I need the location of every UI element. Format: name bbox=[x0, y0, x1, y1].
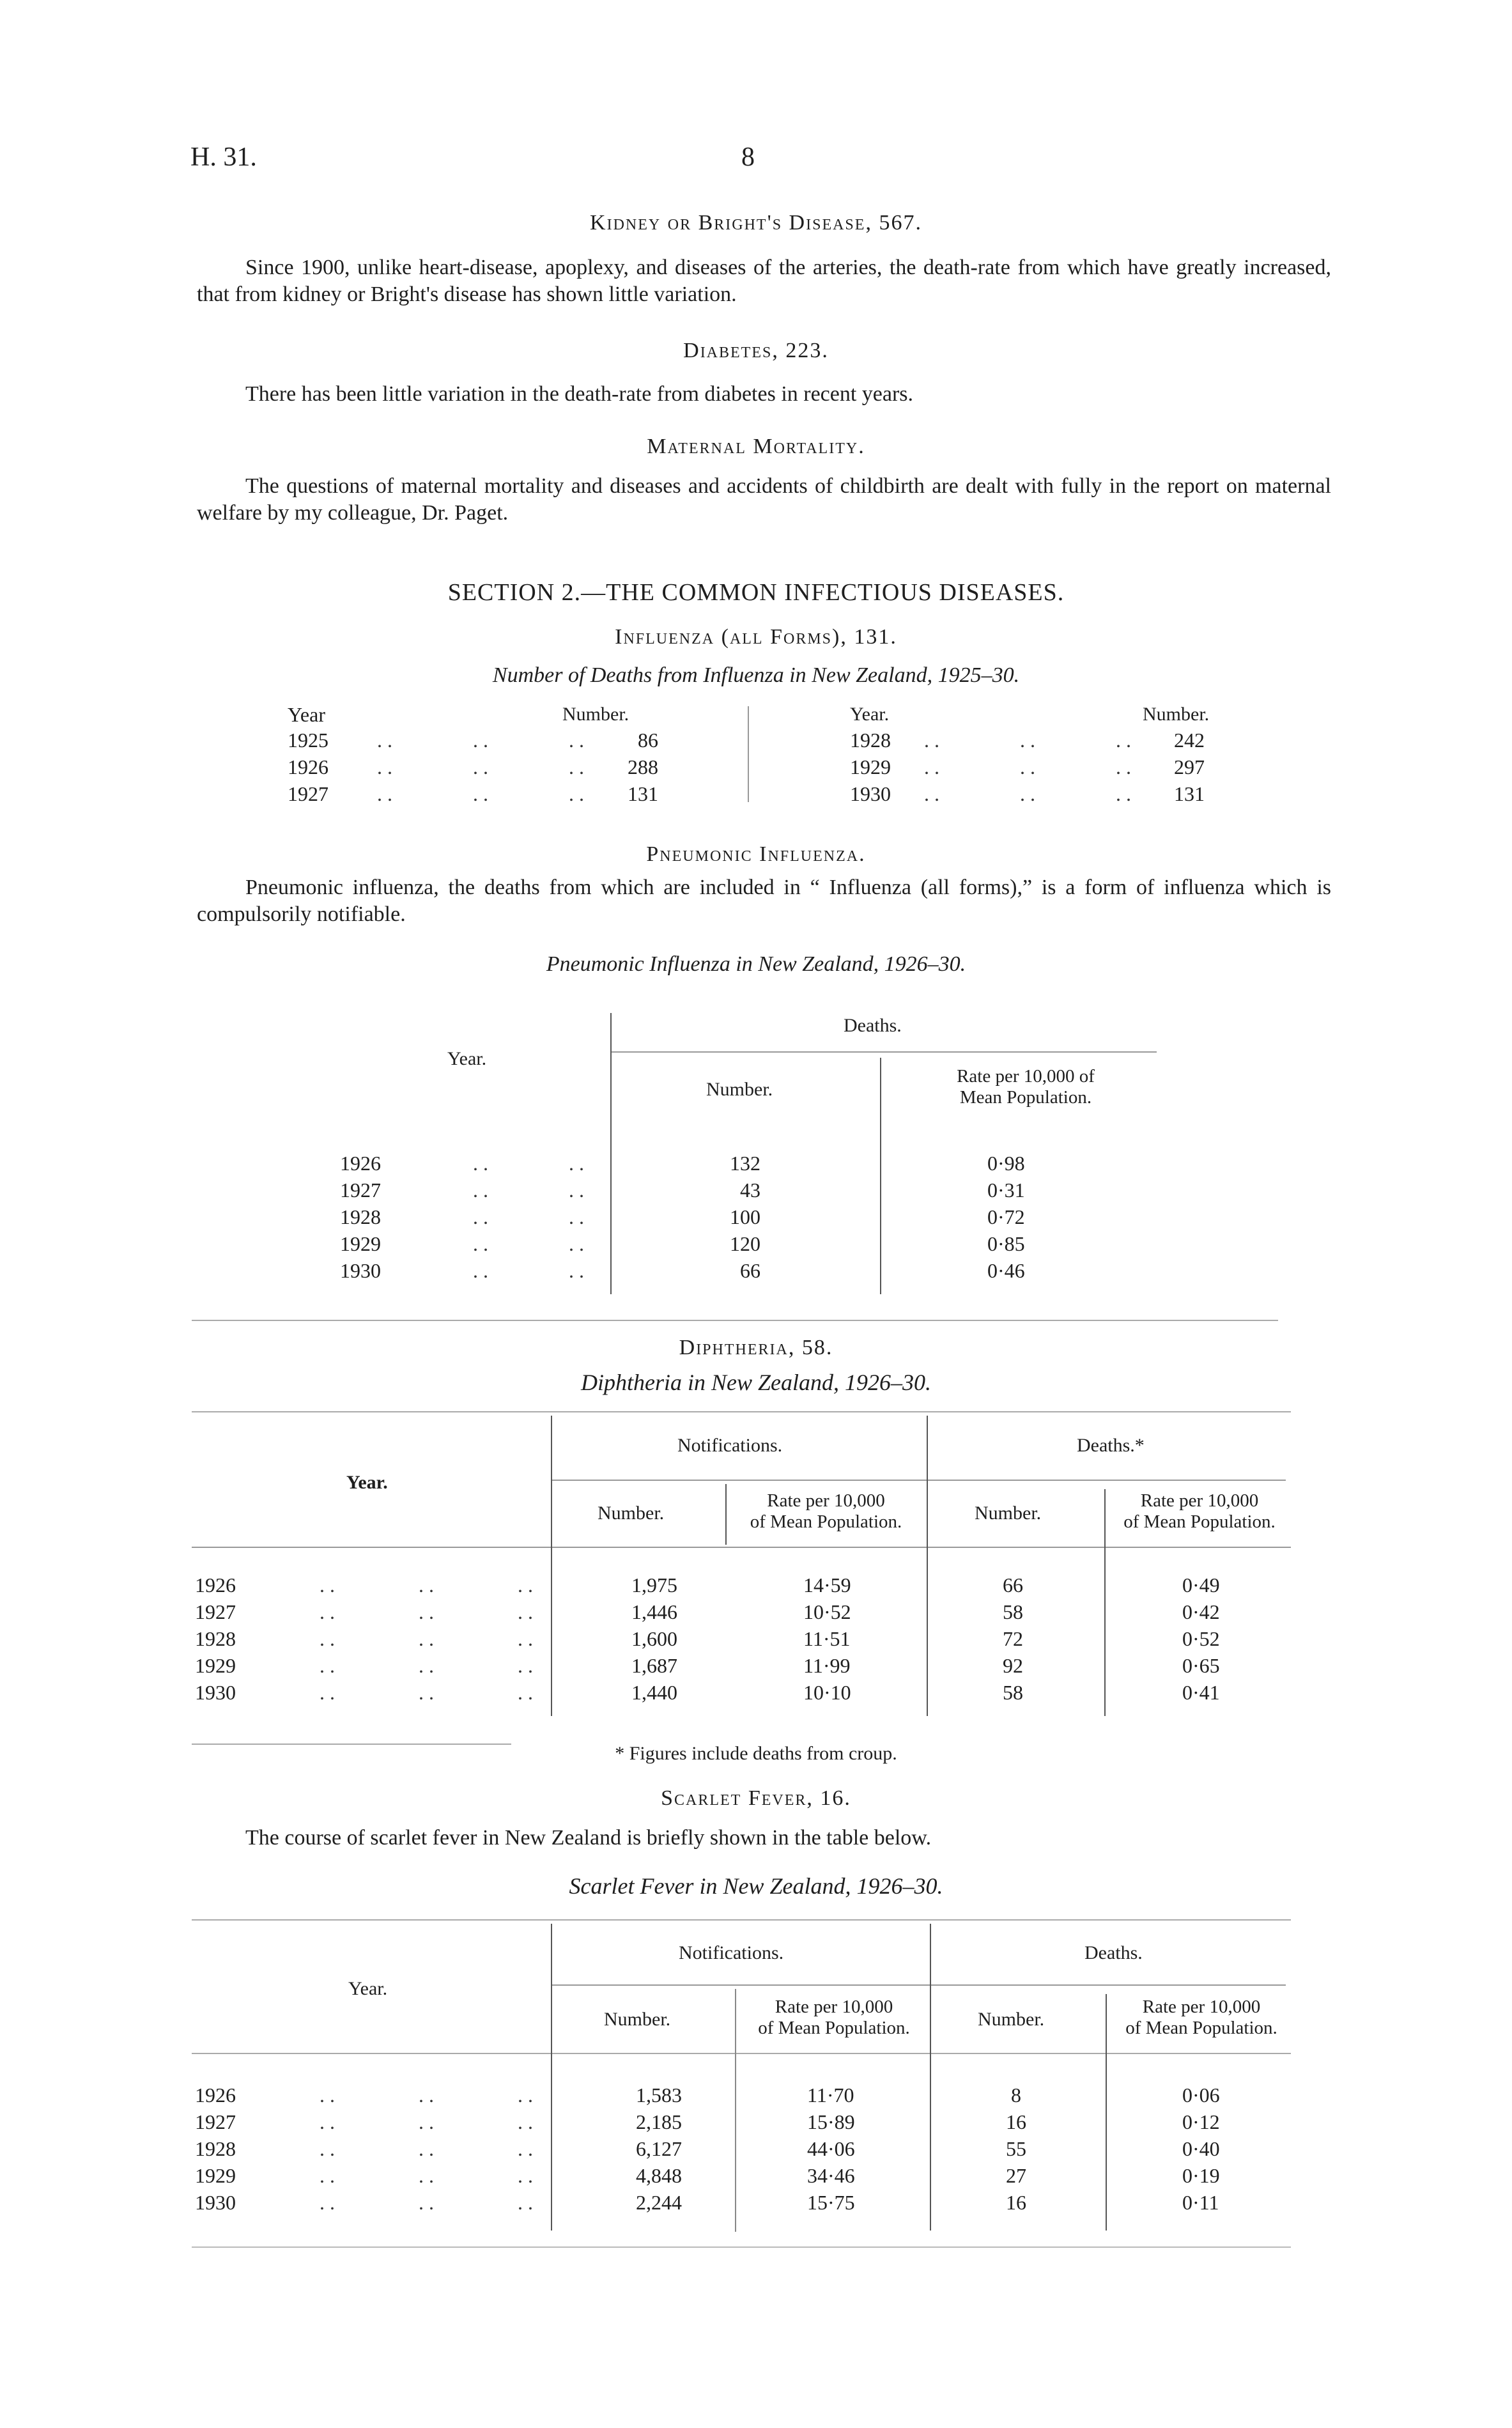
influenza-row-number: 131 bbox=[1174, 782, 1205, 805]
influenza-row-leader-dots: . . bbox=[569, 729, 584, 752]
pneumonic-row-rate: 0·72 bbox=[987, 1205, 1025, 1228]
scarlet-paragraph bbox=[197, 1825, 1331, 1852]
pneumonic-row-leader-dots: . . bbox=[569, 1259, 584, 1282]
pneumonic-row-year: 1928 bbox=[340, 1205, 381, 1228]
pneumonic-paragraph bbox=[197, 874, 1331, 928]
diphtheria-row-notifications-number: 1,600 bbox=[631, 1627, 677, 1650]
pneumonic-col-year: Year. bbox=[447, 1048, 487, 1069]
diphtheria-row-year: 1929 bbox=[195, 1654, 236, 1677]
scarlet-row-deaths-number: 55 bbox=[1006, 2137, 1026, 2160]
diphtheria-row-notifications-rate: 10·52 bbox=[803, 1600, 851, 1623]
scarlet-row-leader-dots: . . bbox=[419, 2137, 434, 2160]
scarlet-divider-3 bbox=[930, 1924, 931, 2231]
kidney-paragraph bbox=[197, 254, 1331, 308]
influenza-row-leader-dots: . . bbox=[473, 729, 488, 752]
pneumonic-row-year: 1930 bbox=[340, 1259, 381, 1282]
diphtheria-col-n-rate bbox=[729, 1490, 923, 1533]
diphtheria-heading: Diphtheria, 58. bbox=[679, 1336, 833, 1359]
diphtheria-row-notifications-number: 1,975 bbox=[631, 1574, 677, 1597]
scarlet-row-notifications-rate: 34·46 bbox=[807, 2164, 855, 2187]
diabetes-text: There has been little variation in the death-rate from diabetes in recent years. bbox=[245, 382, 914, 406]
scarlet-row-leader-dots: . . bbox=[320, 2137, 335, 2160]
scarlet-header-rule bbox=[192, 2053, 1291, 2054]
scarlet-col-deaths: Deaths. bbox=[1084, 1942, 1143, 1963]
scarlet-row-notifications-number: 2,185 bbox=[636, 2110, 682, 2133]
diabetes-heading: Diabetes, 223. bbox=[683, 339, 829, 362]
scarlet-row-notifications-number: 2,244 bbox=[636, 2191, 682, 2214]
kidney-heading: Kidney or Bright's Disease, 567. bbox=[590, 211, 922, 235]
scarlet-row-leader-dots: . . bbox=[518, 2084, 533, 2107]
scarlet-row-notifications-rate: 15·89 bbox=[807, 2110, 855, 2133]
scarlet-subheader-rule bbox=[551, 1984, 1286, 1986]
scarlet-row-leader-dots: . . bbox=[518, 2137, 533, 2160]
scarlet-row-year: 1926 bbox=[195, 2084, 236, 2107]
pneumonic-row-year: 1926 bbox=[340, 1152, 381, 1175]
influenza-row-number: 288 bbox=[628, 755, 658, 778]
influenza-row-leader-dots: . . bbox=[1020, 729, 1035, 752]
diphtheria-row-deaths-number: 66 bbox=[1003, 1574, 1023, 1597]
diphtheria-caption: Diphtheria in New Zealand, 1926–30. bbox=[581, 1370, 931, 1395]
diphtheria-row-year: 1930 bbox=[195, 1681, 236, 1704]
pneumonic-row-number: 43 bbox=[740, 1179, 760, 1202]
diphtheria-row-deaths-rate: 0·52 bbox=[1182, 1627, 1220, 1650]
scarlet-col-n-rate-line2: of Mean Population. bbox=[758, 2018, 910, 2038]
diphtheria-row-deaths-number: 58 bbox=[1003, 1600, 1023, 1623]
diphtheria-row-year: 1928 bbox=[195, 1627, 236, 1650]
influenza-row-leader-dots: . . bbox=[569, 782, 584, 805]
diabetes-paragraph bbox=[197, 381, 1331, 408]
influenza-row-year: 1928 bbox=[850, 729, 891, 752]
influenza-row-number: 297 bbox=[1174, 755, 1205, 778]
diphtheria-row-year: 1926 bbox=[195, 1574, 236, 1597]
scarlet-divider-1 bbox=[551, 1924, 552, 2231]
diphtheria-row-deaths-rate: 0·65 bbox=[1182, 1654, 1220, 1677]
influenza-row-year: 1925 bbox=[288, 729, 328, 752]
pneumonic-col-rate-line1: Rate per 10,000 of bbox=[957, 1066, 1095, 1086]
pneumonic-heading: Pneumonic Influenza. bbox=[646, 842, 866, 866]
diphtheria-row-deaths-rate: 0·42 bbox=[1182, 1600, 1220, 1623]
diphtheria-col-n-rate-line1: Rate per 10,000 bbox=[767, 1490, 885, 1511]
influenza-row-number: 131 bbox=[628, 782, 658, 805]
pneumonic-row-year: 1927 bbox=[340, 1179, 381, 1202]
maternal-heading: Maternal Mortality. bbox=[647, 435, 865, 458]
diphtheria-row-notifications-rate: 11·99 bbox=[803, 1654, 851, 1677]
diphtheria-divider-2 bbox=[725, 1484, 727, 1545]
diphtheria-row-leader-dots: . . bbox=[320, 1574, 335, 1597]
diphtheria-row-notifications-rate: 10·10 bbox=[803, 1681, 851, 1704]
influenza-row-year: 1926 bbox=[288, 755, 328, 778]
scarlet-row-leader-dots: . . bbox=[419, 2164, 434, 2187]
influenza-row-leader-dots: . . bbox=[377, 729, 392, 752]
scarlet-row-notifications-number: 6,127 bbox=[636, 2137, 682, 2160]
scarlet-row-notifications-rate: 11·70 bbox=[807, 2084, 854, 2107]
influenza-col-year: Year bbox=[288, 703, 325, 726]
diphtheria-row-notifications-rate: 11·51 bbox=[803, 1627, 851, 1650]
scarlet-row-deaths-number: 8 bbox=[1011, 2084, 1021, 2107]
diphtheria-row-notifications-number: 1,687 bbox=[631, 1654, 677, 1677]
scarlet-row-year: 1927 bbox=[195, 2110, 236, 2133]
diphtheria-col-n-number: Number. bbox=[598, 1503, 665, 1524]
influenza-row-leader-dots: . . bbox=[924, 755, 939, 778]
scarlet-caption: Scarlet Fever in New Zealand, 1926–30. bbox=[569, 1873, 943, 1899]
pneumonic-row-rate: 0·31 bbox=[987, 1179, 1025, 1202]
diphtheria-row-leader-dots: . . bbox=[320, 1600, 335, 1623]
diphtheria-row-leader-dots: . . bbox=[419, 1654, 434, 1677]
pneumonic-row-number: 120 bbox=[730, 1232, 760, 1255]
pneumonic-row-number: 66 bbox=[740, 1259, 760, 1282]
scarlet-col-n-number: Number. bbox=[604, 2009, 671, 2030]
diphtheria-row-deaths-number: 58 bbox=[1003, 1681, 1023, 1704]
influenza-row-year: 1929 bbox=[850, 755, 891, 778]
kidney-text: Since 1900, unlike heart-disease, apoplexy, and diseases of the arteries, the death-rate from which have greatly increased, that from kidney or Bright's disease has shown little variation. bbox=[197, 256, 1331, 306]
influenza-row-number: 86 bbox=[638, 729, 658, 752]
influenza-row-leader-dots: . . bbox=[924, 729, 939, 752]
pneumonic-caption: Pneumonic Influenza in New Zealand, 1926–30. bbox=[546, 952, 966, 976]
pneumonic-col-number: Number. bbox=[706, 1079, 773, 1100]
scarlet-row-year: 1928 bbox=[195, 2137, 236, 2160]
scarlet-text: The course of scarlet fever in New Zealand is briefly shown in the table below. bbox=[245, 1826, 932, 1850]
diphtheria-row-leader-dots: . . bbox=[518, 1654, 533, 1677]
scarlet-row-leader-dots: . . bbox=[518, 2110, 533, 2133]
influenza-row-leader-dots: . . bbox=[377, 755, 392, 778]
scarlet-row-year: 1929 bbox=[195, 2164, 236, 2187]
influenza-row-leader-dots: . . bbox=[569, 755, 584, 778]
influenza-row-year: 1927 bbox=[288, 782, 328, 805]
diphtheria-footnote: * Figures include deaths from croup. bbox=[615, 1743, 897, 1764]
scarlet-divider-2 bbox=[735, 1989, 736, 2232]
pneumonic-row-rate: 0·98 bbox=[987, 1152, 1025, 1175]
diphtheria-row-leader-dots: . . bbox=[419, 1681, 434, 1704]
pneumonic-row-leader-dots: . . bbox=[569, 1179, 584, 1202]
scarlet-col-year: Year. bbox=[348, 1978, 388, 1999]
pneumonic-row-leader-dots: . . bbox=[473, 1259, 488, 1282]
diphtheria-row-leader-dots: . . bbox=[419, 1600, 434, 1623]
diphtheria-row-notifications-number: 1,446 bbox=[631, 1600, 677, 1623]
influenza-caption: Number of Deaths from Influenza in New Zealand, 1925–30. bbox=[492, 663, 1020, 687]
diphtheria-row-leader-dots: . . bbox=[518, 1600, 533, 1623]
scarlet-row-deaths-rate: 0·12 bbox=[1182, 2110, 1220, 2133]
pneumonic-row-leader-dots: . . bbox=[569, 1205, 584, 1228]
diphtheria-divider-3 bbox=[927, 1416, 928, 1716]
pneumonic-row-year: 1929 bbox=[340, 1232, 381, 1255]
pneumonic-row-leader-dots: . . bbox=[569, 1232, 584, 1255]
scarlet-col-notifications: Notifications. bbox=[679, 1942, 784, 1963]
diphtheria-col-d-number: Number. bbox=[975, 1503, 1042, 1524]
scarlet-col-d-rate-line2: of Mean Population. bbox=[1125, 2018, 1277, 2038]
scarlet-row-leader-dots: . . bbox=[419, 2084, 434, 2107]
pneumonic-col-divider-2 bbox=[880, 1058, 881, 1294]
pneumonic-row-leader-dots: . . bbox=[473, 1205, 488, 1228]
diphtheria-row-leader-dots: . . bbox=[320, 1681, 335, 1704]
diphtheria-col-deaths: Deaths.* bbox=[1077, 1435, 1145, 1456]
pneumonic-bottom-rule bbox=[192, 1320, 1278, 1321]
diphtheria-row-leader-dots: . . bbox=[419, 1574, 434, 1597]
influenza-row-year: 1930 bbox=[850, 782, 891, 805]
maternal-text: The questions of maternal mortality and diseases and accidents of childbirth are dealt with fully in the report on maternal welfare by my colleague, Dr. Paget. bbox=[197, 474, 1331, 525]
influenza-row-leader-dots: . . bbox=[1116, 729, 1131, 752]
scarlet-row-notifications-rate: 44·06 bbox=[807, 2137, 855, 2160]
scarlet-row-deaths-rate: 0·40 bbox=[1182, 2137, 1220, 2160]
diphtheria-row-deaths-number: 72 bbox=[1003, 1627, 1023, 1650]
diphtheria-col-notifications: Notifications. bbox=[677, 1435, 783, 1456]
scarlet-col-n-rate-line1: Rate per 10,000 bbox=[775, 1997, 893, 2017]
scarlet-row-leader-dots: . . bbox=[320, 2191, 335, 2214]
diphtheria-divider-4 bbox=[1104, 1489, 1106, 1716]
scarlet-row-notifications-rate: 15·75 bbox=[807, 2191, 855, 2214]
influenza-row-leader-dots: . . bbox=[1116, 782, 1131, 805]
scarlet-row-leader-dots: . . bbox=[320, 2164, 335, 2187]
influenza-col-number: Number. bbox=[562, 704, 629, 725]
diphtheria-row-notifications-number: 1,440 bbox=[631, 1681, 677, 1704]
pneumonic-row-rate: 0·46 bbox=[987, 1259, 1025, 1282]
scarlet-col-n-rate bbox=[738, 1997, 930, 2039]
scarlet-row-leader-dots: . . bbox=[518, 2164, 533, 2187]
scarlet-row-leader-dots: . . bbox=[419, 2191, 434, 2214]
diphtheria-row-leader-dots: . . bbox=[518, 1627, 533, 1650]
diphtheria-col-n-rate-line2: of Mean Population. bbox=[750, 1512, 902, 1532]
diphtheria-row-leader-dots: . . bbox=[419, 1627, 434, 1650]
diphtheria-row-notifications-rate: 14·59 bbox=[803, 1574, 851, 1597]
influenza-row-leader-dots: . . bbox=[1020, 782, 1035, 805]
scarlet-row-leader-dots: . . bbox=[419, 2110, 434, 2133]
page-reference: H. 31. bbox=[190, 143, 257, 172]
pneumonic-row-leader-dots: . . bbox=[473, 1152, 488, 1175]
section-heading: SECTION 2.—THE COMMON INFECTIOUS DISEASES. bbox=[447, 579, 1065, 606]
pneumonic-row-number: 100 bbox=[730, 1205, 760, 1228]
scarlet-row-notifications-number: 4,848 bbox=[636, 2164, 682, 2187]
diphtheria-divider-1 bbox=[551, 1416, 552, 1716]
diphtheria-col-year: Year. bbox=[346, 1472, 388, 1493]
diphtheria-header-rule bbox=[192, 1547, 1291, 1548]
scarlet-row-deaths-rate: 0·11 bbox=[1182, 2191, 1219, 2214]
diphtheria-row-deaths-rate: 0·49 bbox=[1182, 1574, 1220, 1597]
scarlet-row-notifications-number: 1,583 bbox=[636, 2084, 682, 2107]
influenza-divider bbox=[748, 706, 749, 802]
diphtheria-subheader-rule bbox=[551, 1480, 1286, 1481]
pneumonic-col-divider-1 bbox=[610, 1013, 612, 1294]
pneumonic-col-rate-line2: Mean Population. bbox=[959, 1087, 1092, 1108]
diphtheria-row-deaths-rate: 0·41 bbox=[1182, 1681, 1220, 1704]
influenza-row-leader-dots: . . bbox=[924, 782, 939, 805]
influenza-row-leader-dots: . . bbox=[377, 782, 392, 805]
influenza-row-leader-dots: . . bbox=[473, 755, 488, 778]
scarlet-top-rule bbox=[192, 1919, 1291, 1921]
influenza-row-leader-dots: . . bbox=[1116, 755, 1131, 778]
influenza-col-year2: Year. bbox=[850, 704, 890, 725]
pneumonic-row-leader-dots: . . bbox=[569, 1152, 584, 1175]
pneumonic-row-rate: 0·85 bbox=[987, 1232, 1025, 1255]
page-number: 8 bbox=[741, 143, 755, 172]
scarlet-col-d-rate bbox=[1109, 1997, 1294, 2039]
pneumonic-col-deaths: Deaths. bbox=[844, 1015, 902, 1036]
scarlet-row-deaths-rate: 0·19 bbox=[1182, 2164, 1220, 2187]
scarlet-row-leader-dots: . . bbox=[320, 2084, 335, 2107]
maternal-paragraph bbox=[197, 473, 1331, 527]
pneumonic-header-rule bbox=[610, 1051, 1157, 1053]
scarlet-row-deaths-number: 16 bbox=[1006, 2110, 1026, 2133]
diphtheria-col-d-rate-line2: of Mean Population. bbox=[1123, 1512, 1276, 1532]
diphtheria-row-year: 1927 bbox=[195, 1600, 236, 1623]
diphtheria-col-d-rate-line1: Rate per 10,000 bbox=[1140, 1490, 1259, 1511]
scarlet-row-deaths-rate: 0·06 bbox=[1182, 2084, 1220, 2107]
scarlet-row-deaths-number: 16 bbox=[1006, 2191, 1026, 2214]
scarlet-bottom-rule bbox=[192, 2246, 1291, 2248]
scarlet-col-d-number: Number. bbox=[978, 2009, 1045, 2030]
pneumonic-row-leader-dots: . . bbox=[473, 1232, 488, 1255]
diphtheria-row-deaths-number: 92 bbox=[1003, 1654, 1023, 1677]
pneumonic-col-rate bbox=[930, 1066, 1122, 1108]
scarlet-row-year: 1930 bbox=[195, 2191, 236, 2214]
scarlet-row-leader-dots: . . bbox=[320, 2110, 335, 2133]
influenza-heading: Influenza (all Forms), 131. bbox=[615, 625, 897, 649]
diphtheria-top-rule bbox=[192, 1411, 1291, 1412]
pneumonic-row-number: 132 bbox=[730, 1152, 760, 1175]
diphtheria-row-leader-dots: . . bbox=[320, 1627, 335, 1650]
diphtheria-row-leader-dots: . . bbox=[320, 1654, 335, 1677]
scarlet-col-d-rate-line1: Rate per 10,000 bbox=[1142, 1997, 1261, 2017]
scarlet-row-leader-dots: . . bbox=[518, 2191, 533, 2214]
pneumonic-row-leader-dots: . . bbox=[473, 1179, 488, 1202]
pneumonic-text: Pneumonic influenza, the deaths from which are included in “ Influenza (all forms),” is a form of influenza which is compulsorily notifiable. bbox=[197, 876, 1331, 926]
scarlet-divider-4 bbox=[1106, 1994, 1107, 2231]
diphtheria-row-leader-dots: . . bbox=[518, 1681, 533, 1704]
diphtheria-col-d-rate bbox=[1107, 1490, 1292, 1533]
influenza-col-number2: Number. bbox=[1143, 704, 1210, 725]
influenza-row-leader-dots: . . bbox=[473, 782, 488, 805]
influenza-row-leader-dots: . . bbox=[1020, 755, 1035, 778]
diphtheria-row-leader-dots: . . bbox=[518, 1574, 533, 1597]
influenza-row-number: 242 bbox=[1174, 729, 1205, 752]
scarlet-row-deaths-number: 27 bbox=[1006, 2164, 1026, 2187]
scarlet-heading: Scarlet Fever, 16. bbox=[661, 1786, 851, 1810]
